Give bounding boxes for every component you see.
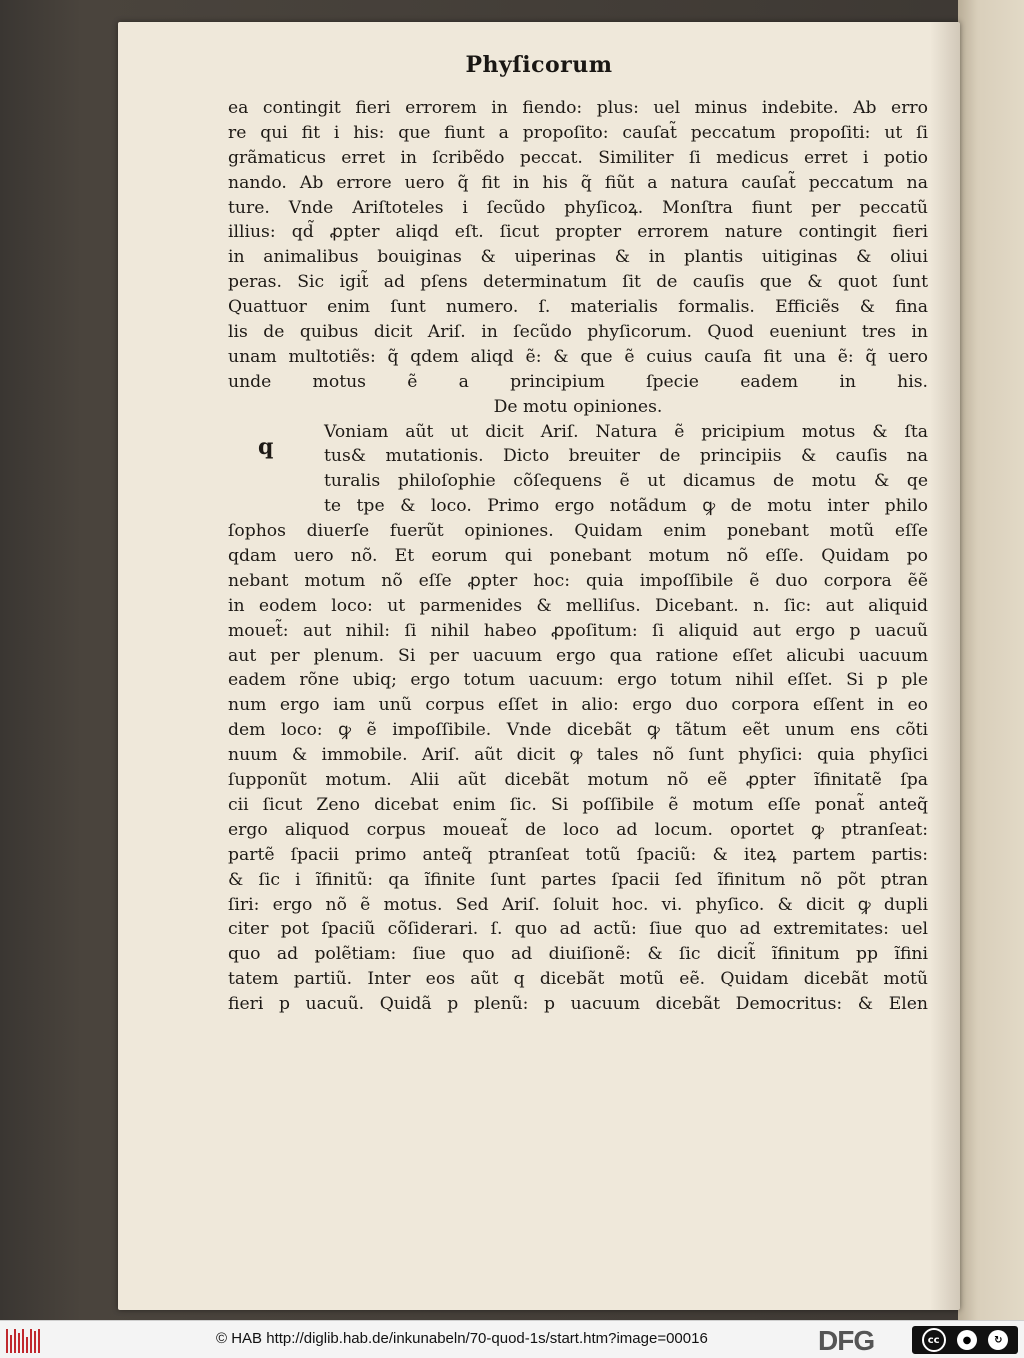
text-line: qdam uero nõ. Et eorum qui ponebant motum nõ eſſe. Quidam po [228, 546, 928, 567]
text-line: aut per plenum. Si per uacuum ergo qua ratione eſſet alicubi uacuum [228, 645, 928, 666]
text-line: ergo aliquod corpus moueat̃ de loco ad locum. oportet ꝙ ptranſeat: [228, 819, 928, 840]
text-line: lis de quibus dicit Ariſ. in ſecũdo phyſicorum. Quod eueniunt tres in [228, 322, 928, 343]
paragraph-after-heading [228, 519, 928, 1017]
text-line: fieri p uacuũ. Quidã p plenũ: p uacuum dicebãt Democritus: & Elen [228, 994, 928, 1015]
text-line: tatem partiũ. Inter eos aũt q dicebãt motũ eẽ. Quidam dicebãt motũ [228, 969, 928, 990]
text-line: num ergo iam unũ corpus eſſet in alio: ergo duo corpora eſſent in eo [228, 695, 928, 716]
facing-page-edge [958, 0, 1024, 1320]
text-line: illius: qd̃ ꝓpter aliqd eſt. ſicut propter errorem nature contingit fieri [228, 222, 928, 243]
text-line: quo ad polẽtiam: ſiue quo ad diuiſionẽ: & ſic dicit̃ ĩfinitum pp ĩfini [228, 944, 928, 965]
text-line: eadem rõne ubiq; ergo totum uacuum: ergo totum nihil eſſet. Si p ple [228, 670, 928, 691]
text-line: ea contingit fieri errorem in fiendo: plus: uel minus indebite. Ab erro [228, 98, 928, 118]
text-line: peras. Sic igit̃ ad pſens determinatum ſit de cauſis que & quot ſunt [228, 272, 928, 293]
initial-letter-guide: q [258, 434, 274, 460]
text-line: in eodem loco: ut parmenides & melliſus. Dicebant. n. ſic: aut aliquid [228, 595, 928, 616]
attribution-link[interactable]: © HAB http://diglib.hab.de/inkunabeln/70-quod-1s/start.htm?image=00016 [216, 1330, 708, 1347]
share-alike-icon: ↻ [988, 1330, 1008, 1350]
text-line: ſiri: ergo nõ ẽ motus. Sed Ariſ. ſoluit hoc. vi. phyſico. & dicit ꝙ dupli [228, 894, 928, 915]
text-line: Voniam aũt ut dicit Ariſ. Natura ẽ pricipium motus & ſta [324, 421, 928, 442]
cc-icon: cc [922, 1328, 946, 1352]
text-line: cii ſicut Zeno dicebat enim ſic. Si poſſibile ẽ motum eſſe ponat̃ anteq̃ [228, 794, 928, 815]
text-line: tus& mutationis. Dicto breuiter de principiis & cauſis na [324, 446, 928, 467]
dfg-logo[interactable]: DFG [818, 1325, 875, 1356]
book-page [118, 22, 960, 1310]
text-line: unam multotiẽs: q̃ qdem aliqd ẽ: & que ẽ cuius cauſa fit una ẽ: q̃ uero [228, 346, 928, 367]
text-line: in animalibus bouiginas & uiperinas & in plantis uitiginas & oliui [228, 247, 928, 268]
text-line: mouet̃: aut nihil: ſi nihil habeo ꝓpoſitum: ſi aliquid aut ergo p uacuũ [228, 620, 928, 641]
text-line: ture. Vnde Ariſtoteles i ſecũdo phyſicoꝝ. Monſtra fiunt per peccatũ [228, 197, 928, 218]
viewer-footer [0, 1320, 1024, 1358]
text-line: turalis philoſophie cõſequens ẽ ut dicamus de motu & qe [324, 471, 928, 492]
by-attribution-icon: ● [957, 1330, 977, 1350]
text-line: citer pot ſpaciũ cõſiderari. ſ. quo ad actũ: ſiue quo ad extremitates: uel [228, 919, 928, 940]
section-heading: De motu opiniones. [493, 396, 663, 417]
text-line: dem loco: ꝙ ẽ impoſſibile. Vnde dicebãt ꝙ tãtum eẽt unum ens cõti [228, 720, 928, 741]
text-line: ſophos diuerſe fuerũt opiniones. Quidam enim ponebant motũ eſſe [228, 521, 928, 542]
running-head: Phyſicorum [465, 52, 613, 78]
cc-license-badge[interactable] [912, 1326, 1018, 1354]
text-line: partẽ ſpacii primo anteq̃ ptranſeat totũ ſpaciũ: & iteꝝ partem partis: [228, 844, 928, 865]
text-line: re qui fit i his: que fiunt a propoſito: cauſat̃ peccatum propoſiti: ut ſi [228, 122, 928, 143]
hab-barcode-icon[interactable] [6, 1329, 44, 1353]
text-line: & ſic i ĩfinitũ: qa ĩfinite ſunt partes ſpacii ſed ĩfinitum nõ põt ptran [228, 869, 928, 890]
paragraph-before-heading [228, 96, 928, 395]
paragraph-opening-indented [228, 420, 928, 520]
text-line: nebant motum nõ eſſe ꝓpter hoc: quia impoſſibile ẽ duo corpora ẽẽ [228, 570, 928, 591]
page-text-block [228, 96, 928, 1017]
text-line: ſupponũt motum. Alii aũt dicebãt motum nõ eẽ ꝓpter ĩfinitatẽ ſpa [228, 770, 928, 791]
text-line: unde motus ẽ a principium ſpecie eadem in his. [228, 371, 928, 392]
text-line: grãmaticus erret in ſcribẽdo peccat. Similiter ſi medicus erret i potio [228, 147, 928, 168]
text-line: nuum & immobile. Ariſ. aũt dicit ꝙ tales nõ ſunt phyſici: quia phyſici [228, 745, 928, 766]
text-line: te tpe & loco. Primo ergo notãdum ꝙ de motu inter philo [324, 496, 928, 517]
text-line: Quattuor enim ſunt numero. ſ. materialis formalis. Efficiẽs & fina [228, 297, 928, 318]
text-line: nando. Ab errore uero q̃ fit in his q̃ fiũt a natura cauſat̃ peccatum na [228, 172, 928, 193]
